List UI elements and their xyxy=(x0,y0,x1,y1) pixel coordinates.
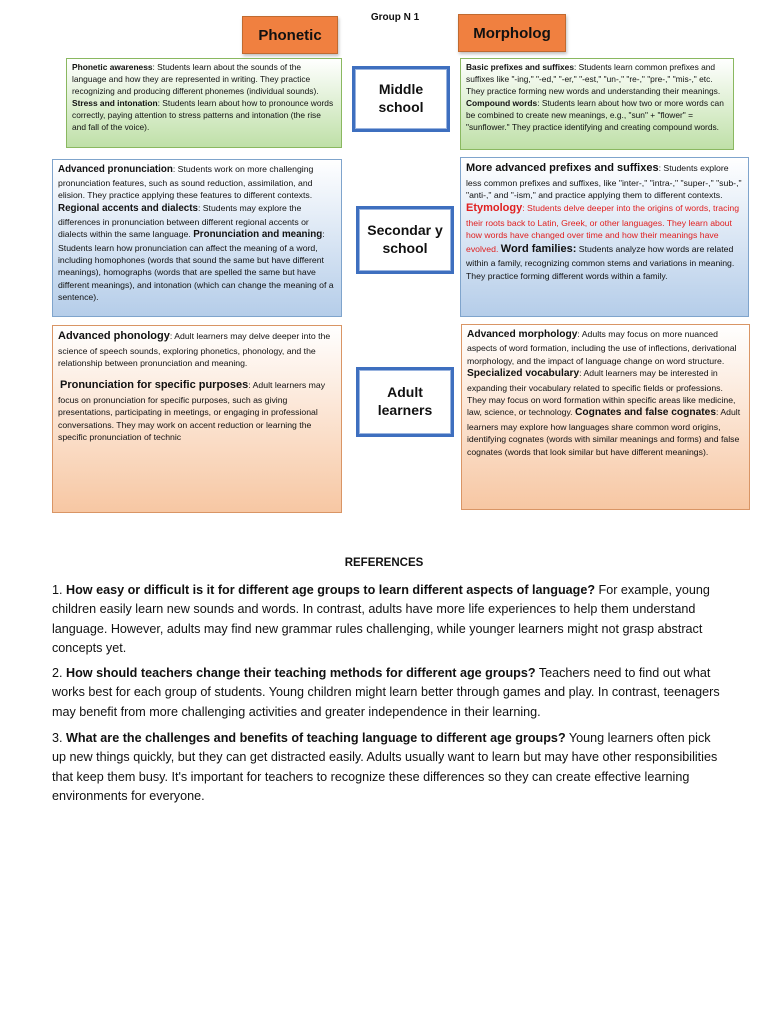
description: : Adults may focus on more nuanced aspects of word formation, including the use of inflections, derivational morphology, and the impact of language change on word structure. xyxy=(467,329,737,366)
description: : Students explore less common prefixes and suffixes, like "inter-," "intra-," "super-," "sub-," "anti-," and "-ism," and practice applying them to different contexts. xyxy=(466,163,742,200)
term: Basic prefixes and suffixes xyxy=(466,62,574,72)
reference-answer: Teachers need to find out what works best for each group of students. Young children might learn better through games and play. In contrast, teenagers may benefit from more challenging activities and greater independence in their learning. xyxy=(52,666,720,719)
morphology-heading: Morpholog xyxy=(458,14,566,52)
phonetic-adult-box xyxy=(52,325,342,513)
reference-item xyxy=(52,664,724,722)
term: Regional accents and dialects xyxy=(58,202,198,214)
reference-answer: Young learners often pick up new things quickly, but they can get distracted easily. Adults usually want to learn but may have other responsibilities that keep them busy. It's important for teachers to recognize these differences so they can create effective learning environments for everyone. xyxy=(52,731,718,803)
phonetic-heading: Phonetic xyxy=(242,16,338,54)
description: : Students delve deeper into the origins of words, tracing their roots back to Latin, Greek, or other languages. They learn about how words have changed over time and how their meanings have evolved. xyxy=(466,203,740,254)
description: : Students learn about the sounds of the language and how they are represented in writing. They practice recognizing and producing different phonemes (individual sounds). xyxy=(72,62,319,96)
term: Cognates and false cognates xyxy=(575,407,716,419)
term: Specialized vocabulary xyxy=(467,368,580,380)
term: Word families: xyxy=(500,242,577,255)
reference-item xyxy=(52,581,724,658)
reference-question: How should teachers change their teaching methods for different age groups? xyxy=(66,666,536,680)
reference-number: 1. xyxy=(52,583,67,597)
description: : Adult learners may explore how languages share common word origins, identifying cognates (words with similar meanings and forms) and false cognates (words that look similar but have different meanings). xyxy=(467,407,741,457)
level-secondary-school: Secondar y school xyxy=(356,206,454,274)
description: : Students learn about how two or more words can be combined to create new meanings, e.g., "sun" + "flower" = "sunflower." They practice identifying and creating compound words. xyxy=(466,97,724,132)
description: : Students learn common prefixes and suffixes like "-ing," "-ed," "-er," "-est," "un-," "re-," "pre-," "mis-," etc. They practice forming new words and understanding their meanings. xyxy=(466,62,721,96)
description: : Students learn about how to pronounce words correctly, paying attention to stress patterns and intonation (the rise and fall of the voice). xyxy=(72,97,334,132)
phonetic-middle-box xyxy=(66,58,342,148)
reference-number: 2. xyxy=(52,666,67,680)
reference-item xyxy=(52,729,724,806)
term: Advanced phonology xyxy=(58,330,170,342)
references-title: REFERENCES xyxy=(344,557,424,569)
term: Stress and intonation xyxy=(72,97,158,108)
description: : Students learn how pronunciation can affect the meaning of a word, including homophones (words that sound the same but have different meanings), homographs (words that are spelled the same but have different meanings), and intonation (which can change the meaning of a sentence). xyxy=(58,228,334,303)
level-middle-school: Middle school xyxy=(352,66,450,132)
term: Advanced pronunciation xyxy=(58,164,173,175)
term: Etymology xyxy=(466,202,523,215)
description: : Students work on more challenging pronunciation features, such as sound reduction, assimilation, and elision. They practice applying these features to different contexts. xyxy=(58,164,314,201)
reference-question: What are the challenges and benefits of teaching language to different age groups? xyxy=(66,731,566,745)
description: : Adult learners may focus on pronunciation for specific purposes, such as giving presentations, participating in meetings, or engaging in professional conversations. They may work on accent reduction or learning the specific pronunciation of technic xyxy=(58,380,326,442)
morphology-middle-box xyxy=(460,58,734,150)
reference-question: How easy or difficult is it for different age groups to learn different aspects of language? xyxy=(66,583,596,597)
phonetic-secondary-box xyxy=(52,159,342,317)
description: : Adult learners may delve deeper into the science of speech sounds, exploring phonetics, phonology, and the relationship between pronunciation and meaning. xyxy=(58,331,331,368)
description: : Adult learners may be interested in expanding their vocabulary related to specific fields or professions. They may focus on word formation within specific areas like medicine, law, science, or technology. xyxy=(467,368,736,418)
term: More advanced prefixes and suffixes xyxy=(466,162,659,174)
description: : Students may explore the differences in pronunciation between different regional accents or dialects within the same language. xyxy=(58,202,309,239)
reference-answer: For example, young children easily learn new sounds and words. In contrast, adults have more life experiences to help them understand language. However, adults may find new grammar rules challenging, while younger learners might not grasp abstract concepts yet. xyxy=(52,583,710,655)
level-adult-learners: Adult learners xyxy=(356,367,454,437)
morphology-secondary-box xyxy=(460,157,749,317)
group-label: Group N 1 xyxy=(370,12,420,23)
term: Pronunciation for specific purposes xyxy=(60,379,249,392)
term: Advanced morphology xyxy=(467,329,578,340)
term: Pronunciation and meaning xyxy=(193,228,323,240)
term: Compound words xyxy=(466,97,538,108)
reference-number: 3. xyxy=(52,731,67,745)
morphology-adult-box xyxy=(461,324,750,510)
term: Phonetic awareness xyxy=(72,62,153,72)
description: Students analyze how words are related within a family, recognizing common stems and variations in meaning. They practice forming different words within a family. xyxy=(466,243,735,281)
